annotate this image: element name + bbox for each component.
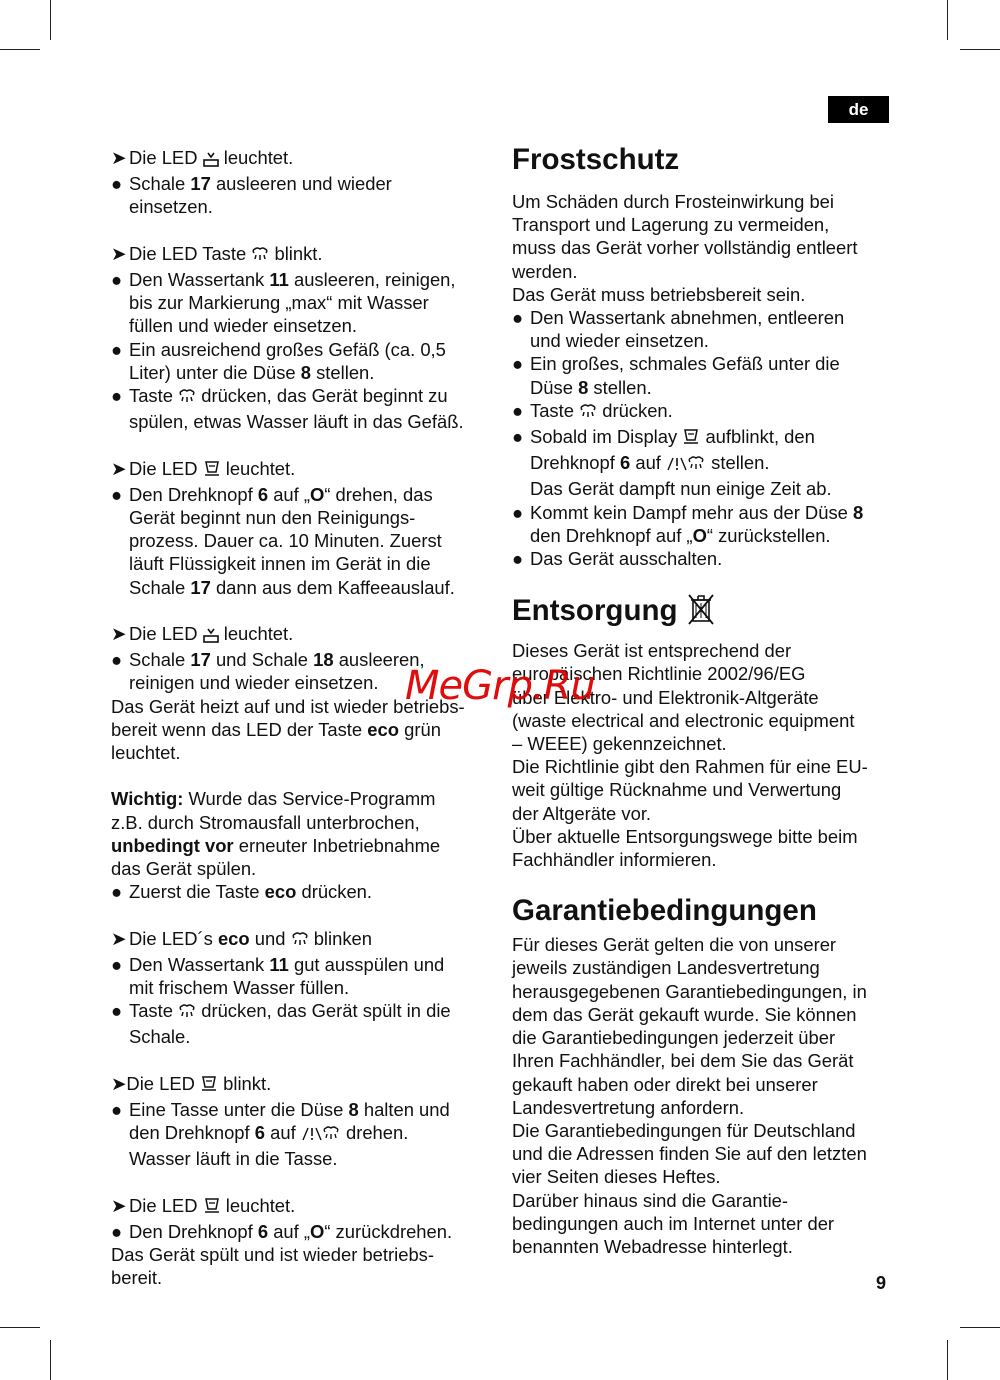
text-line: herausgegebenen Garantiebedingungen, in bbox=[512, 980, 867, 1002]
bullet-icon: ● bbox=[512, 307, 524, 329]
page-number: 9 bbox=[876, 1273, 887, 1293]
descale-icon bbox=[203, 1197, 221, 1220]
bullet-icon: ● bbox=[111, 1221, 123, 1243]
arrow-icon: ➤ bbox=[111, 623, 127, 645]
arrow-icon: ➤ bbox=[111, 1072, 127, 1094]
text-line: benannten Webadresse hinterlegt. bbox=[512, 1235, 793, 1257]
bullet-icon: ● bbox=[111, 483, 123, 505]
bullet-icon: ● bbox=[111, 269, 123, 290]
text-line: Die Garantiebedingungen für Deutschland bbox=[512, 1119, 856, 1141]
text-line: mit frischem Wasser füllen. bbox=[129, 977, 350, 999]
drip-tray-icon bbox=[203, 149, 219, 172]
text-line: reinigen und wieder einsetzen. bbox=[129, 672, 379, 694]
left-column: ➤ Die LED leuchtet. ● Schale 17 ausleeren und wieder einsetzen. ➤ Die LED Taste blinkt. ● Den Wassertank 11 ausleeren, reinigen, bis zur Markierung „max“ mit Wasser füllen und wieder einsetzen. ● Ein ausreichend großes Gefäß (ca. 0,5 Liter) unter die Düse 8 stellen. ● Taste drücken, das Gerät beginnt zu spülen, etwas Wasser läuft in das Gefäß. ➤ Die LED leuchtet. ● Den Drehknopf 6 auf „O“ drehen, das Gerät beginnt nun den Reinigungs- prozess. Dauer ca. 10 Minuten. Zuerst läuft Flüssigkeit innen im Gerät in die Schale 17 dann aus dem Kaffeeauslauf. ➤ Die LED leuchtet. ● Schale 17 und Schale 18 ausleeren, reinigen und wieder einsetzen. Das Gerät heizt auf und ist wieder betriebs- bereit wenn das LED der Taste eco grün leuchtet. Wichtig: Wurde das Service-Programm z.B. durch Stromausfall unterbrochen, unbedingt vor erneuter Inbetriebnahme das Gerät spülen. ● Zuerst die Taste eco drücken. ➤ Die LED´s eco und blinken ● Den Wassertank 11 gut ausspülen und mit frischem Wasser füllen. ● Taste drücken, das Gerät spült in die Schale. ➤Die LED blinkt. ● Eine Tasse unter die Düse 8 halten und den Drehknopf 6 auf drehen. Wasser läuft in die Tasse. ➤ Die LED leuchtet. ● Den Drehknopf 6 auf „O“ zurückdrehen. Das Gerät spült und ist wieder betriebs- bereit. bbox=[111, 146, 491, 1290]
language-badge: de bbox=[828, 96, 889, 123]
steam-water-icon bbox=[666, 454, 706, 477]
bullet-icon: ● bbox=[111, 173, 123, 195]
text-line: dem das Gerät gekauft wurde. Sie können bbox=[512, 1003, 857, 1025]
text-line: bis zur Markierung „max“ mit Wasser bbox=[129, 292, 429, 314]
text-line: Darüber hinaus sind die Garantie- bbox=[512, 1189, 789, 1211]
watermark: MeGrp.Ru bbox=[405, 663, 595, 709]
crop-mark bbox=[947, 1340, 948, 1380]
text-line: und wieder einsetzen. bbox=[530, 330, 709, 352]
text-line: Das Gerät heizt auf und ist wieder betriebs- bbox=[111, 695, 465, 717]
right-column: Frostschutz Um Schäden durch Frosteinwirkung bei Transport und Lagerung zu vermeiden, muss das Gerät vorher vollständig entleert werden. Das Gerät muss betriebsbereit sein. ● Den Wassertank abnehmen, entleeren und wieder einsetzen. ● Ein großes, schmales Gefäß unter die Düse 8 stellen. ● Taste drücken. ● Sobald im Display aufblinkt, den Drehknopf 6 auf stellen. Das Gerät dampft nun einige Zeit ab. ● Kommt kein Dampf mehr aus der Düse 8 den Drehknopf auf „O“ zurückstellen. ● Das Gerät ausschalten. Entsorgung Dieses Gerät ist entsprechend der europäischen Richtlinie 2002/96/EG über Elektro- und Elektronik-Altgeräte (waste electrical and electronic equipment – WEEE) gekennzeichnet. Die Richtlinie gibt den Rahmen für eine EU- weit gültige Rücknahme und Verwertung der Altgeräte vor. Über aktuelle Entsorgungswege bitte beim Fachhändler informieren. Garantiebedingungen Für dieses Gerät gelten die von unserer jeweils zuständigen Landesvertretung herausgegebenen Garantiebedingungen, in dem das Gerät gekauft wurde. Sie können die Garantiebedingungen jederzeit über Ihren Fachhändler, bei dem Sie das Gerät gekauft haben oder direkt bei unserer Landesvertretung anfordern. Die Garantiebedingungen für Deutschland und die Adressen finden Sie auf den letzten vier Seiten dieses Heftes. Darüber hinaus sind die Garantie- bedingungen auch im Internet unter der benannten Webadresse hinterlegt. bbox=[512, 142, 897, 1258]
bullet-icon: ● bbox=[111, 953, 123, 975]
text-line: Das Gerät dampft nun einige Zeit ab. bbox=[530, 478, 832, 500]
text-line: weit gültige Rücknahme und Verwertung bbox=[512, 779, 842, 801]
bullet-icon: ● bbox=[111, 385, 123, 407]
arrow-icon: ➤ bbox=[111, 927, 127, 949]
descale-icon bbox=[200, 1075, 218, 1098]
text-line: Für dieses Gerät gelten die von unserer bbox=[512, 934, 837, 956]
text-line: Gerät beginnt nun den Reinigungs- bbox=[129, 507, 416, 529]
arrow-icon: ➤ bbox=[111, 1194, 127, 1216]
text-line: Die Richtlinie gibt den Rahmen für eine EU- bbox=[512, 756, 868, 778]
rinse-icon bbox=[251, 245, 269, 268]
crop-mark bbox=[960, 1327, 1000, 1328]
text-line: Schale. bbox=[129, 1026, 191, 1048]
text-line: (waste electrical and electronic equipment bbox=[512, 709, 855, 731]
text-line: Wasser läuft in die Tasse. bbox=[129, 1148, 338, 1170]
text-line: z.B. durch Stromausfall unterbrochen, bbox=[111, 811, 420, 833]
bullet-icon: ● bbox=[111, 338, 123, 360]
text-line: Um Schäden durch Frosteinwirkung bei bbox=[512, 191, 834, 212]
text-line: einsetzen. bbox=[129, 196, 213, 218]
led-line: ➤ Die LED leuchtet. bbox=[111, 146, 491, 172]
text-line: das Gerät spülen. bbox=[111, 858, 257, 880]
text-line: gekauft haben oder direkt bei unserer bbox=[512, 1073, 818, 1095]
text-line: jeweils zuständigen Landesvertretung bbox=[512, 957, 820, 979]
crop-mark bbox=[947, 0, 948, 40]
text-line: füllen und wieder einsetzen. bbox=[129, 315, 357, 337]
text-line: – WEEE) gekennzeichnet. bbox=[512, 733, 727, 755]
text-line: Ihren Fachhändler, bei dem Sie das Gerät bbox=[512, 1050, 854, 1072]
text-line: die Garantiebedingungen jederzeit über bbox=[512, 1027, 836, 1049]
text-line: Das Gerät spült und ist wieder betriebs- bbox=[111, 1244, 435, 1266]
bullet-icon: ● bbox=[111, 881, 123, 903]
bullet-icon: ● bbox=[512, 501, 524, 523]
text-line: Über aktuelle Entsorgungswege bitte beim bbox=[512, 825, 858, 847]
heading-frostschutz: Frostschutz bbox=[512, 143, 680, 176]
crop-mark bbox=[960, 49, 1000, 50]
bullet-icon: ● bbox=[512, 548, 524, 570]
text-line: Dieses Gerät ist entsprechend der bbox=[512, 640, 792, 662]
crossed-bin-icon bbox=[686, 592, 716, 635]
drip-tray-icon bbox=[203, 625, 219, 648]
heading-entsorgung: Entsorgung bbox=[512, 592, 897, 635]
bullet-icon: ● bbox=[512, 399, 524, 421]
bullet-icon: ● bbox=[111, 1099, 123, 1121]
text-line: über Elektro- und Elektronik-Altgeräte bbox=[512, 686, 819, 708]
bullet-icon: ● bbox=[512, 426, 524, 448]
text-line: muss das Gerät vorher vollständig entleert bbox=[512, 237, 858, 259]
text-line: bedingungen auch im Internet unter der bbox=[512, 1212, 835, 1234]
crop-mark bbox=[0, 1327, 40, 1328]
arrow-icon: ➤ bbox=[111, 457, 127, 479]
text-line: spülen, etwas Wasser läuft in das Gefäß. bbox=[129, 411, 464, 433]
text-line: und die Adressen finden Sie auf den letzten bbox=[512, 1143, 867, 1165]
bullet-icon: ● bbox=[512, 353, 524, 375]
bullet-icon: ● bbox=[111, 649, 123, 671]
text-line: leuchtet. bbox=[111, 742, 181, 764]
text-line: bereit. bbox=[111, 1267, 163, 1289]
text-line: Fachhändler informieren. bbox=[512, 849, 717, 871]
bullet-icon: ● bbox=[111, 1000, 123, 1022]
text-line: vier Seiten dieses Heftes. bbox=[512, 1166, 721, 1188]
text-line: werden. bbox=[512, 260, 578, 282]
arrow-icon: ➤ bbox=[111, 147, 127, 168]
descale-icon bbox=[682, 428, 700, 451]
crop-mark bbox=[0, 49, 40, 50]
crop-mark bbox=[50, 1340, 51, 1380]
heading-garantiebedingungen: Garantiebedingungen bbox=[512, 894, 817, 928]
crop-mark bbox=[50, 0, 51, 40]
rinse-icon bbox=[178, 387, 196, 410]
text-line: europäischen Richtlinie 2002/96/EG bbox=[512, 663, 806, 685]
text-line: prozess. Dauer ca. 10 Minuten. Zuerst bbox=[129, 530, 442, 552]
text-line: Landesvertretung anfordern. bbox=[512, 1096, 745, 1118]
text-line: der Altgeräte vor. bbox=[512, 802, 652, 824]
rinse-icon bbox=[178, 1002, 196, 1025]
rinse-icon bbox=[291, 930, 309, 953]
descale-icon bbox=[203, 460, 221, 483]
text-line: Das Gerät muss betriebsbereit sein. bbox=[512, 283, 806, 305]
text-line: läuft Flüssigkeit innen im Gerät in die bbox=[129, 553, 431, 575]
rinse-icon bbox=[579, 402, 597, 425]
steam-water-icon bbox=[301, 1124, 341, 1147]
text-line: Transport und Lagerung zu vermeiden, bbox=[512, 214, 830, 236]
arrow-icon: ➤ bbox=[111, 242, 127, 264]
